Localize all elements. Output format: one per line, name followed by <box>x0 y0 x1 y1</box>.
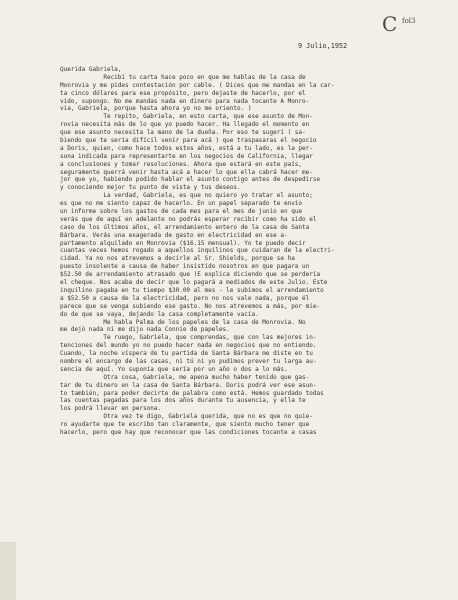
page-corner-shadow <box>0 542 16 600</box>
letter-line: ta cinco dólares para ese propósito, pero dejaste de hacerlo, por el <box>60 89 306 97</box>
letter-line: vido, supongo. No me mandas nada en dinero para nada tocante A Monro- <box>60 97 310 105</box>
letter-line: to también, para poder decirte de palabra como está. Hemos guardado todas <box>60 389 324 397</box>
letter-line: Monrovia y me pides contestación por cable. ( Dices que me mandas en la car- <box>60 81 335 89</box>
letter-line: a conclusiones y tomar resoluciones. Ahora que estará en este país, <box>60 160 303 168</box>
letter-line: Te repito, Gabriela, en esto carta, que ese asunto de Mon- <box>60 113 313 121</box>
letter-line: caso de los últimos años, el arrendamiento entero de la casa de Santa <box>60 223 310 231</box>
letter-line: Bárbara. Verás una exagerada de gasto en electricidad en ese a- <box>60 231 288 239</box>
letter-line: jor que yo, habiendo podido hablar el asunto contigo antes de despedirse <box>60 176 321 184</box>
letter-line: puesto insolente a causa de haber insistido nosotros en que pagara un <box>60 263 310 271</box>
letter-line: Te ruego, Gabriela, que comprendas, que con las mejores in- <box>60 334 317 342</box>
letter-line: un informe sobre los gastos de cada mes para el mes de junio en que <box>60 208 303 216</box>
letter-line: que ese asunto necesita la mano de la dueña. Por eso te sugerí ( sa- <box>60 129 306 137</box>
archive-mark-number: fol3 <box>402 17 416 25</box>
letter-line: tenciones del mundo yo no puedo hacer nada en negocios que no entiendo. <box>60 342 317 350</box>
letter-line: a Doris, quien, como hace todos estos años, está a tu lado, es la per- <box>60 144 313 152</box>
letter-line: $52.50 de arrendamiento atrasado que (E explica diciendo que se perdería <box>60 271 321 279</box>
letter-line: sencia de aquí. Yo suponía que sería por un año o dos a lo más. <box>60 365 288 373</box>
letter-line: y conociendo mejor tu punto de vista y tus deseos. <box>60 184 241 192</box>
letter-date: 9 Julio,1952 <box>298 42 348 50</box>
letter-line: Otra cosa, Gabriela, me apena mucho haber tenido que gas- <box>60 373 310 381</box>
letter-line: Cuando, la noche víspera de tu partida de Santa Bárbara me diste en tu <box>60 350 313 358</box>
letter-line: nombre el encargo de las casas, ni tú ni yo pudimos prever tu larga au- <box>60 357 317 365</box>
letter-line: tar de tu dinero en la casa de Santa Bárbara. Doris podrá ver ese asun- <box>60 381 317 389</box>
salutation: Querida Gabriela, <box>60 66 122 73</box>
letter-line: es que no me siento capaz de hacerlo. En un papel separado te envío <box>60 200 303 208</box>
letter-line: rovia necesita más de lo que yo puedo hacer. Ha llegado el momento en <box>60 121 310 129</box>
letter-line: do de que se vaya, dejando la casa completamente vacía. <box>60 310 259 318</box>
letter-line: cidad. Ya no nos atrevemos a decirle al Sr. Shields, porque se ha <box>60 255 295 263</box>
archive-mark-letter: C <box>382 12 398 36</box>
letter-line: sona indicada para representarte en los negocios de California, llegar <box>60 152 313 160</box>
letter-line: las cuentas pagadas para los dos años durante tu ausencia, y ella te <box>60 397 306 405</box>
letter-line: parece que se venga subiendo ese gasto. No nos atrevemos a más, por mie- <box>60 302 321 310</box>
letter-line: verás que de aquí en adelante no podrás esperar recibir como ha sido el <box>60 215 317 223</box>
letter-line: hacerlo, pero que hay que reconocer que las condiciones tocante a casas <box>60 428 317 436</box>
letter-body <box>60 66 406 437</box>
letter-line: inquilino pagaba en tu tiempo $30.00 al mes - le subimos el arrendamiento <box>60 286 324 294</box>
letter-line: a $52.50 a causa de la electricidad, pero no nos vale nada, porque él <box>60 294 310 302</box>
letter-line: seguramente querrá venir hasta acá a hacer lo que ella cabrá hacer me- <box>60 168 313 176</box>
letter-line: La verdad, Gabriela, es que no quiero yo tratar el asunto; <box>60 192 313 200</box>
letter-line: partamento alquilado en Monrovia ($16.15 mensual). Yo te puedo decir <box>60 239 306 247</box>
letter-line: Otra vez te digo, Gabriela querida, que no es que no quie- <box>60 413 313 421</box>
letter-line: cuantas veces hemos rogado a aquellos inquilinos que cuidaran de la electri- <box>60 247 335 255</box>
letter-line: Recibí tu carta hace poco en que me hablas de la casa de <box>60 73 306 81</box>
letter-line: el cheque. Nos acaba de decir que lo pagará a mediados de este Julio. Este <box>60 279 328 287</box>
letter-line: biendo que te sería difícil venir para acá ) que traspasaras el negocio <box>60 137 317 145</box>
letter-line: me dejó nada ni me dijo nada Connie de papeles. <box>60 326 230 334</box>
archive-mark <box>382 12 416 36</box>
letter-line: Me habla Palma de los papeles de la casa de Monrovia. No <box>60 318 306 326</box>
letter-line: los podrá llevar en persona. <box>60 405 162 413</box>
letter-line: ro ayudarte que te escribo tan claramente, que siento mucho tener que <box>60 421 310 429</box>
letter-line: via, Gabriela, porque hasta ahora yo no me oriento. ) <box>60 105 252 113</box>
